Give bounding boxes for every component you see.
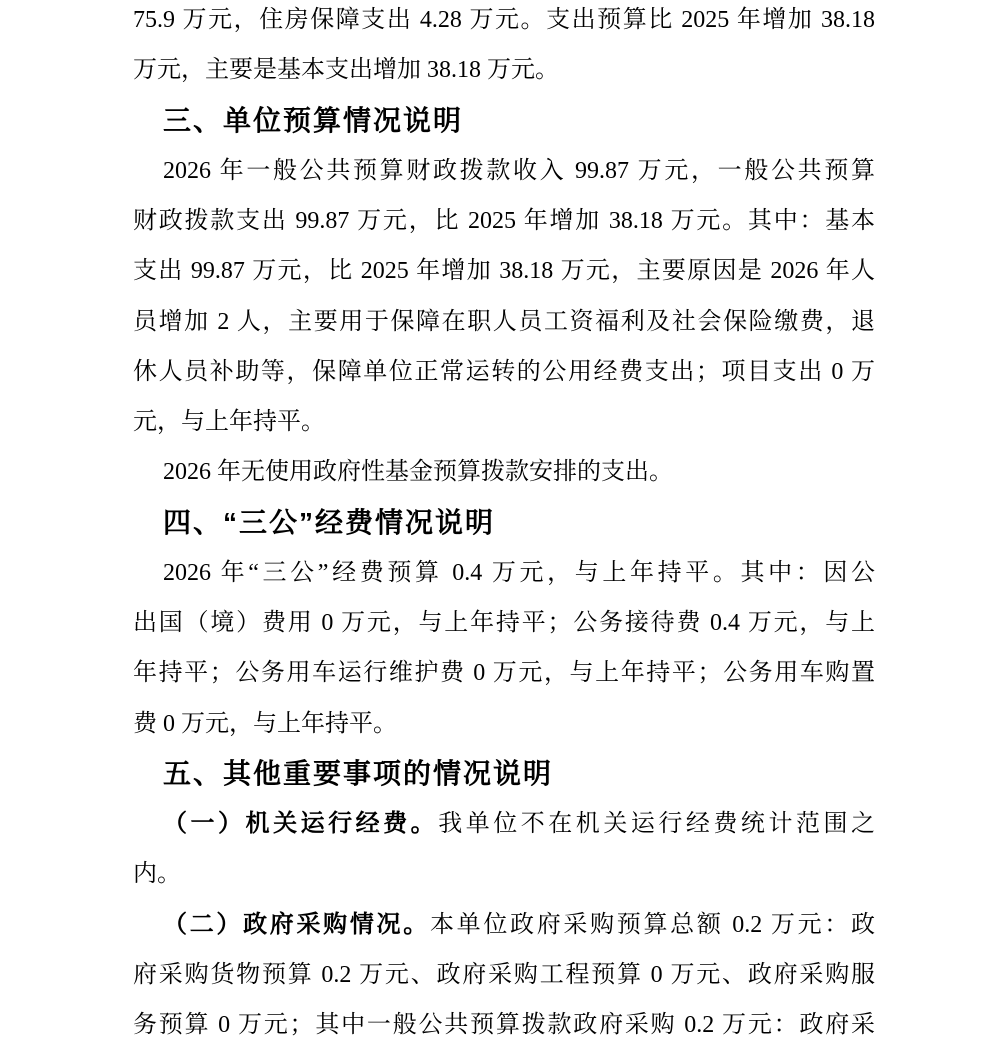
text-line: 务预算 0 万元；其中一般公共预算拨款政府采购 0.2 万元：政府采 bbox=[133, 1012, 875, 1038]
text-line: 支出 99.87 万元，比 2025 年增加 38.18 万元，主要原因是 2026 年人 bbox=[133, 258, 875, 285]
text-line: 财政拨款支出 99.87 万元，比 2025 年增加 38.18 万元。其中：基本 bbox=[133, 208, 875, 234]
text-line: 元，与上年持平。 bbox=[133, 409, 325, 435]
document-text bbox=[133, 0, 875, 1050]
text-line: 万元，主要是基本支出增加 38.18 万元。 bbox=[133, 57, 559, 84]
text-line: 出国（境）费用 0 万元，与上年持平；公务接待费 0.4 万元，与上 bbox=[133, 610, 875, 636]
text-line: 2026 年一般公共预算财政拨款收入 99.87 万元，一般公共预算 bbox=[163, 157, 875, 184]
section-heading: 五、其他重要事项的情况说明 bbox=[163, 757, 554, 789]
subitem-lead-bold: （二）政府采购情况。 bbox=[163, 911, 430, 938]
section-heading: 四、“三公”经费情况说明 bbox=[163, 506, 496, 538]
text-line: 内。 bbox=[133, 861, 181, 888]
text-line: 2026 年“三公”经费预算 0.4 万元，与上年持平。其中：因公 bbox=[163, 559, 875, 586]
text-line: 年持平；公务用车运行维护费 0 万元，与上年持平；公务用车购置 bbox=[133, 660, 875, 687]
subitem-lead-bold: （一）机关运行经费。 bbox=[163, 811, 439, 837]
text-line: 75.9 万元，住房保障支出 4.28 万元。支出预算比 2025 年增加 38.18 bbox=[133, 7, 875, 33]
text-line: 2026 年无使用政府性基金预算拨款安排的支出。 bbox=[163, 459, 673, 486]
text-line: （一）机关运行经费。我单位不在机关运行经费统计范围之 bbox=[163, 811, 876, 837]
text-line: 员增加 2 人，主要用于保障在职人员工资福利及社会保险缴费，退 bbox=[133, 308, 875, 335]
section-heading: 三、单位预算情况说明 bbox=[163, 104, 464, 136]
text-line: （二）政府采购情况。本单位政府采购预算总额 0.2 万元：政 bbox=[163, 911, 876, 938]
text-line: 休人员补助等，保障单位正常运转的公用经费支出；项目支出 0 万 bbox=[133, 358, 875, 385]
text-line: 府采购货物预算 0.2 万元、政府采购工程预算 0 万元、政府采购服 bbox=[133, 961, 875, 988]
text-line: 费 0 万元，与上年持平。 bbox=[133, 710, 397, 737]
